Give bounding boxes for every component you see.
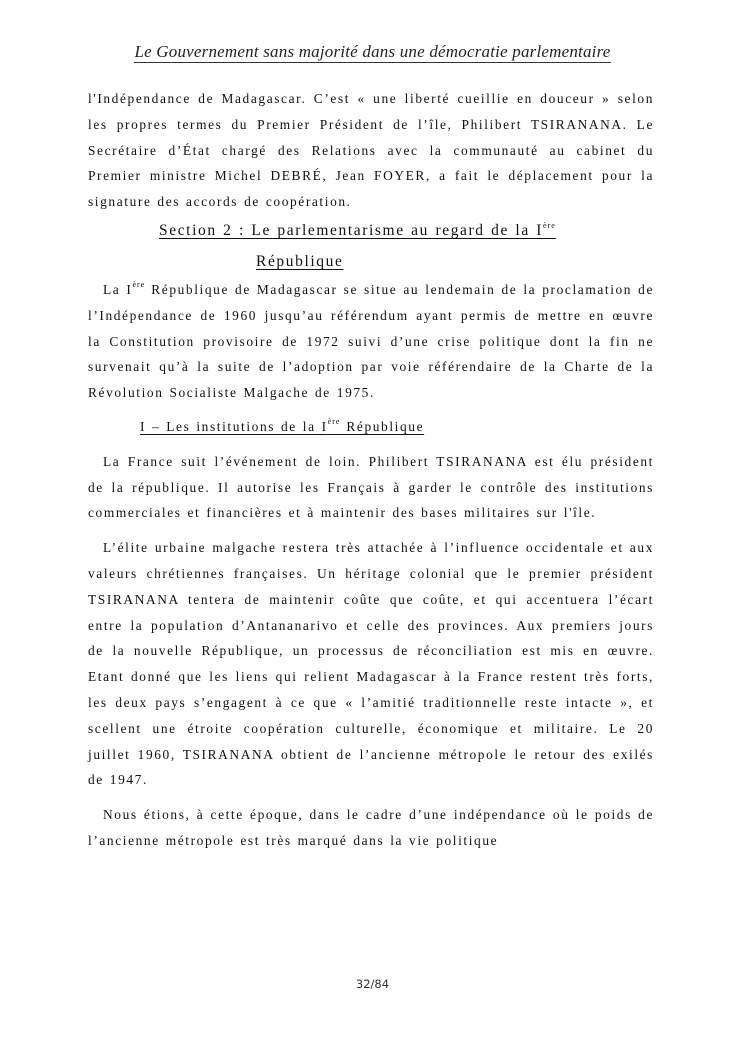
subsection-heading-sup: ère <box>327 416 341 426</box>
paragraph-first-republic-sup: ère <box>132 279 146 289</box>
section-heading-sup: ère <box>543 220 556 230</box>
subsection-heading-end: République <box>340 418 425 434</box>
page-body <box>88 86 654 854</box>
paragraph-continuation: l'Indépendance de Madagascar. C’est « une liberté cueillie en douceur » selon les propres termes du Premier Président de l’île, Philibert TSIRANANA. Le Secrétaire d’État chargé des Relations avec la communauté au cabinet du Premier ministre Michel DEBRÉ, Jean FOYER, a fait le déplacement pour la signature des accords de coopération. <box>88 91 654 210</box>
section-heading-line1: Section 2 : Le parlementarisme au regard de la I <box>159 221 544 239</box>
subsection-heading <box>88 414 654 440</box>
running-header <box>0 42 745 62</box>
paragraph-independence: Nous étions, à cette époque, dans le cadre d’une indépendance où le poids de l’ancienne métropole est très marqué dans la vie politique <box>88 807 654 848</box>
paragraph-first-republic-rest: République de Madagascar se situe au lendemain de la proclamation de l’Indépendance de 1960 jusqu’au référendum ayant permis de mettre en œuvre la Constitution provisoire de 1972 suivi d’une crise politique dont la fin ne survenait qu’à la suite de l’adoption par voie référendaire de la Charte de la Révolution Socialiste Malgache de 1975. <box>88 281 654 401</box>
page-number: 32/84 <box>355 977 390 991</box>
paragraph-first-republic-start: La I <box>103 281 133 297</box>
section-heading <box>88 215 654 277</box>
subsection-heading-start: I – Les institutions de la I <box>140 418 328 434</box>
paragraph-first-republic <box>88 277 654 406</box>
section-heading-line2: République <box>256 252 344 270</box>
paragraph-elite: L’élite urbaine malgache restera très attachée à l’influence occidentale et aux valeurs chrétiennes françaises. Un héritage colonial que le premier président TSIRANANA tentera de maintenir coûte que coûte, et qui accentuera l’écart entre la population d’Antananarivo et celle des provinces. Aux premiers jours de la nouvelle République, un processus de réconciliation est mis en œuvre. Etant donné que les liens qui relient Madagascar à la France restent très forts, les deux pays s’engagent à ce que « l’amitié traditionnelle reste intacte », et scellent une étroite coopération culturelle, économique et militaire. Le 20 juillet 1960, TSIRANANA obtient de l’ancienne métropole le retour des exilés de 1947. <box>88 540 654 788</box>
paragraph-france: La France suit l’événement de loin. Philibert TSIRANANA est élu président de la république. Il autorise les Français à garder le contrôle des institutions commerciales et financières et à maintenir des bases militaires sur l'île. <box>88 453 654 521</box>
running-header-title: Le Gouvernement sans majorité dans une démocratie parlementaire <box>134 42 611 61</box>
